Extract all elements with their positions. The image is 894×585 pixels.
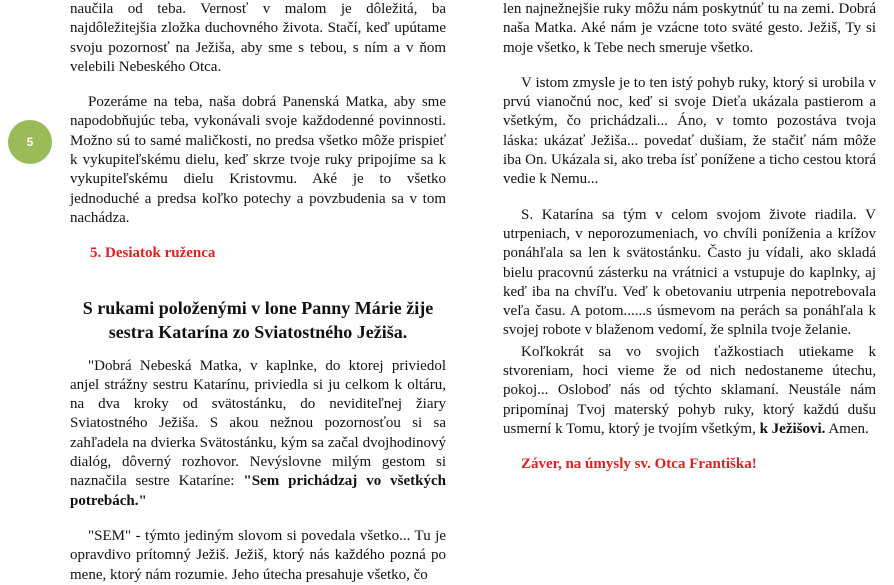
paragraph: S. Katarína sa tým v celom svojom živote riadila. V utrpeniach, v neporozumeniach, vo chvíli poníženia a krížov ponáhľala sa len k svätostánku. Často ju vídali, ako skladá bielu pracovnú zásterku na vrátnici a vstupuje do kaplnky, aj keď iba na chvíľu. Veď k obetovaniu utrpenia nepotrebovala veľa času. A potom......s úsmevom na perách sa ponáhľala k svojej robote v blaženom vedomí, že splnila tvoje želanie. bbox=[503, 206, 876, 339]
left-column bbox=[70, 0, 446, 585]
paragraph: "SEM" - týmto jediným slovom si povedala všetko... Tu je opravdivo prítomný Ježiš. Ježiš, ktorý nás každého pozná po mene, ktorý nám rozumie. Jeho útecha presahuje všetko, čo bbox=[70, 527, 446, 583]
paragraph: naučila od teba. Vernosť v malom je dôležitá, ba najdôležitejšia zložka duchovného života. Stačí, keď upútame svoju pozornosť na Ježiša, aby sme s tebou, s ním a v ňom velebili Nebeského Otca. bbox=[70, 1, 446, 75]
paragraph-text: Amen. bbox=[825, 420, 869, 437]
paragraph bbox=[503, 343, 876, 439]
paragraph-text: Koľkokrát sa vo svojich ťažkostiach utiekame k stvoreniam, hoci vieme že od nich nedostaneme útechu, pokoj... Osloboď nás od týchto sklamaní. Neustále nám pripomínaj Tvoj materský pohyb ruky, ktorý každú dušu usmerní k Tomu, ktorý je tvojím všetkým, bbox=[503, 343, 876, 437]
paragraph-bold-text: k Ježišovi. bbox=[759, 420, 826, 437]
page-number: 5 bbox=[26, 135, 34, 149]
paragraph: len najnežnejšie ruky môžu nám poskytnúť tu na zemi. Dobrá naša Matka. Aké nám je vzácne toto sväté gesto. Ježiš, Ty si moje všetko, k Tebe nech smeruje všetko. bbox=[503, 1, 876, 56]
paragraph-text: "Dobrá Nebeská Matka, v kaplnke, do ktorej priviedol anjel strážny sestru Katarínu, priviedla si ju celkom k oltáru, na dva kroky od svätostánku, do neviditeľnej žiary Sviatostného Ježiša. S akou nežnou pozornosťou si sa zahľadela na dvierka Svätostánku, kým sa začal dvojhodinový dialóg, dôverný rozhovor. Nevýslovne milým gestom si naznačila sestre Kataríne: bbox=[70, 357, 446, 490]
page-number-badge bbox=[8, 120, 52, 164]
closing-heading: Záver, na úmysly sv. Otca Františka! bbox=[521, 456, 757, 473]
decade-heading: 5. Desiatok ruženca bbox=[90, 245, 216, 262]
section-title: S rukami položenými v lone Panny Márie žije sestra Katarína zo Sviatostného Ježiša. bbox=[82, 297, 434, 342]
paragraph-bold-text: "Sem prichádzaj vo všetkých potrebách." bbox=[70, 473, 446, 509]
paragraph bbox=[70, 357, 446, 511]
right-column bbox=[503, 0, 876, 475]
paragraph: V istom zmysle je to ten istý pohyb ruky, ktorý si urobila v prvú vianočnú noc, keď si svoje Dieťa ukázala pastierom a všetkým, čo prichádzali... Áno, v tomto pozostáva tvoja láska: ukázať Ježiša... povedať dušiam, že stačiť nám môže iba On. Ukázala si, ako treba ísť ponížene a ticho cestou ktorá vedie k Nemu... bbox=[503, 74, 876, 188]
paragraph: Pozeráme na teba, naša dobrá Panenská Matka, aby sme napodobňujúc teba, vykonávali svoje každodenné povinnosti. Možno sú to samé maličkosti, no predsa všetko môže prispieť k vykupiteľskému dielu, keď skrze tvoje ruky pripojíme sa k vykupiteľskému dielu Kristovmu. Aké je to všetko jednoduché a predsa koľko potechy a povzbudenia sa v tom nachádza. bbox=[70, 94, 446, 226]
